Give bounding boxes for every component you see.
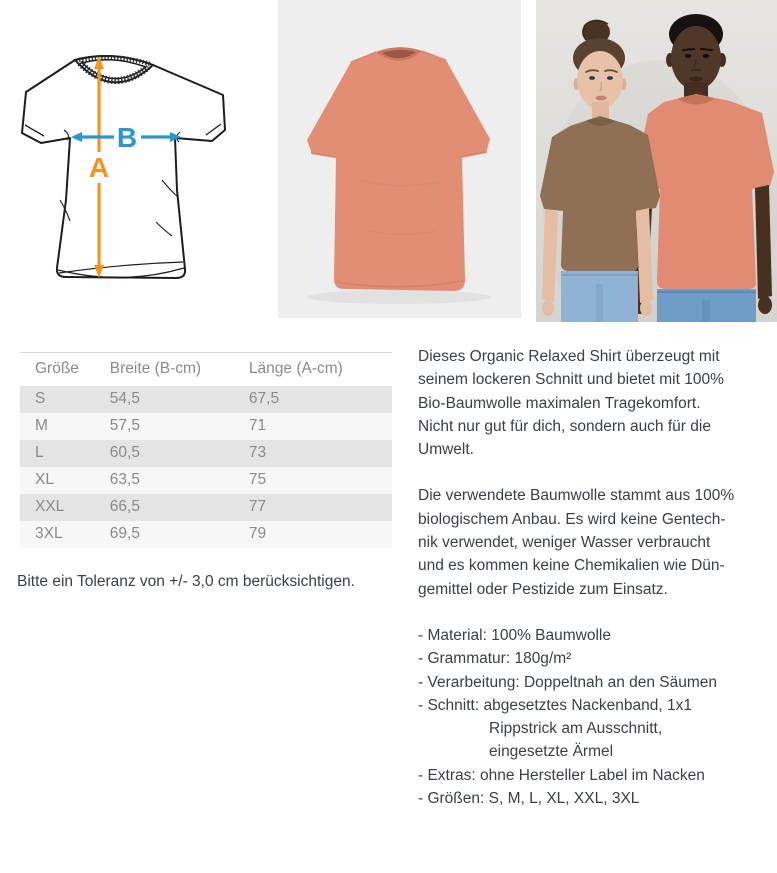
table-cell: 57,5 — [109, 417, 140, 434]
table-cell: 75 — [248, 471, 267, 488]
description-line: seinem lockeren Schnitt und bietet mit 100% — [418, 371, 724, 389]
description-line: und es kommen keine Chemikalien wie Dün- — [418, 557, 725, 575]
description-line: Dieses Organic Relaxed Shirt überzeugt mit — [418, 348, 720, 365]
table-cell: 66,5 — [109, 498, 140, 515]
male-left-arm — [755, 185, 772, 299]
size-diagram-image — [10, 40, 240, 295]
description-line: Bio-Baumwolle maximalen Tragekomfort. — [418, 394, 701, 412]
male-jeans — [657, 289, 756, 322]
size-table-column-header: Größe — [35, 360, 79, 378]
table-row — [20, 386, 392, 413]
size-table — [20, 352, 392, 548]
tshirt-measurement-drawing — [10, 40, 240, 295]
product-photo-models — [536, 0, 777, 322]
models-image — [536, 0, 777, 322]
table-cell: S — [35, 390, 46, 407]
description-line: Umwelt. — [418, 441, 474, 459]
description-line: Nicht nur gut für dich, sondern auch für die — [418, 417, 711, 435]
table-row — [20, 467, 392, 494]
table-row — [20, 413, 392, 440]
table-cell: 3XL — [35, 525, 63, 542]
description-paragraph — [418, 345, 773, 461]
tolerance-note: Bitte ein Toleranz von +/- 3,0 cm berücksichtigen. — [17, 573, 355, 590]
table-cell: M — [35, 417, 48, 434]
description-line: biologischem Anbau. Es wird keine Gentech- — [418, 510, 726, 528]
table-cell: 60,5 — [109, 444, 140, 461]
table-cell: 77 — [248, 498, 267, 515]
spec-item: - Material: 100% Baumwolle — [418, 626, 611, 644]
table-cell: XXL — [35, 498, 65, 515]
description-paragraph — [418, 484, 773, 600]
spec-item: Rippstrick am Ausschnitt, — [489, 720, 663, 738]
description-line: gemittel oder Pestizide zum Einsatz. — [418, 580, 668, 598]
spec-item: - Größen: S, M, L, XL, XXL, 3XL — [418, 790, 640, 808]
table-cell: L — [35, 444, 44, 461]
table-cell: 71 — [248, 417, 267, 434]
table-cell: 67,5 — [248, 390, 280, 407]
flat-shirt-image — [278, 0, 521, 318]
spec-item: - Extras: ohne Hersteller Label im Nacken — [418, 766, 705, 784]
length-label: A — [88, 152, 110, 183]
size-table-column-header: Breite (B-cm) — [109, 360, 202, 378]
table-cell: 63,5 — [109, 471, 140, 488]
size-table-body — [20, 386, 392, 548]
table-row — [20, 494, 392, 521]
product-description — [418, 345, 773, 833]
spec-item: - Schnitt: abgesetztes Nackenband, 1x1 — [418, 696, 692, 714]
table-cell: 73 — [248, 444, 267, 461]
table-row — [20, 440, 392, 467]
spec-list — [418, 624, 773, 810]
spec-item: - Verarbeitung: Doppeltnah an den Säumen — [418, 673, 718, 691]
description-line: nik verwendet, weniger Wasser verbraucht — [418, 534, 711, 552]
table-cell: XL — [35, 471, 54, 488]
size-table-header-row — [20, 353, 392, 386]
spec-item: eingesetzte Ärmel — [489, 743, 614, 761]
product-photo-flat — [278, 0, 521, 318]
tshirt-outline — [22, 56, 225, 278]
width-label: B — [116, 122, 138, 153]
table-cell: 69,5 — [109, 525, 140, 542]
description-line: Die verwendete Baumwolle stammt aus 100% — [418, 487, 735, 505]
table-row — [20, 521, 392, 548]
size-table-column-header: Länge (A-cm) — [248, 360, 343, 378]
spec-item: - Grammatur: 180g/m² — [418, 650, 572, 668]
shirt-shadow — [307, 290, 491, 304]
female-jeans — [561, 271, 638, 322]
table-cell: 79 — [248, 525, 267, 542]
table-cell: 54,5 — [109, 390, 140, 407]
